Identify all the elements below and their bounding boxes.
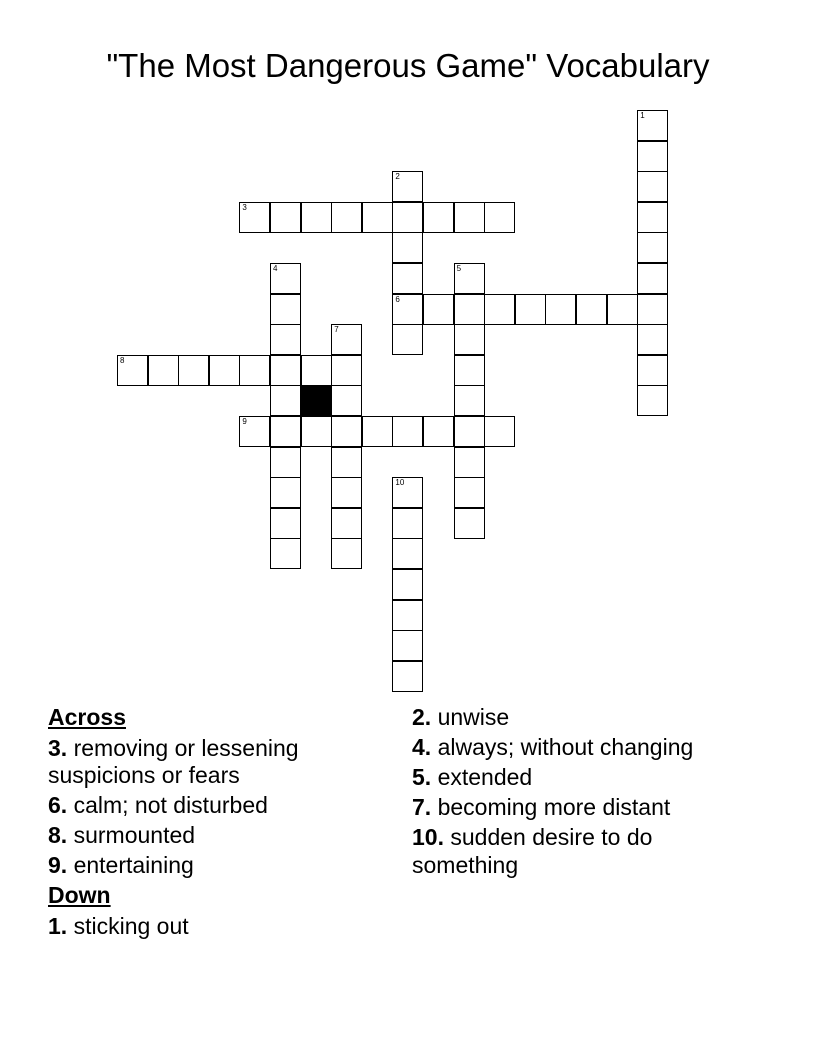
crossword-cell[interactable] <box>270 324 301 355</box>
clue-across-9 <box>48 852 368 880</box>
clue-number: 5. <box>412 764 432 790</box>
clue-number: 7. <box>412 794 432 820</box>
crossword-cell[interactable] <box>423 202 454 233</box>
clue-down-10 <box>412 824 752 879</box>
crossword-cell[interactable] <box>270 538 301 569</box>
crossword-cell[interactable] <box>454 324 485 355</box>
cell-number: 4 <box>273 264 278 273</box>
crossword-cell[interactable] <box>239 416 270 447</box>
crossword-cell[interactable] <box>392 232 423 263</box>
crossword-cell[interactable] <box>117 355 148 386</box>
crossword-cell[interactable] <box>392 538 423 569</box>
crossword-cell[interactable] <box>270 447 301 478</box>
crossword-cell[interactable] <box>392 630 423 661</box>
crossword-cell[interactable] <box>484 202 515 233</box>
crossword-cell[interactable] <box>301 202 332 233</box>
crossword-cell[interactable] <box>270 477 301 508</box>
clue-text: unwise <box>437 704 510 730</box>
clue-across-3 <box>48 735 368 790</box>
clue-number: 6. <box>48 792 68 818</box>
crossword-cell[interactable] <box>423 294 454 325</box>
cell-number: 5 <box>456 264 462 273</box>
clue-number: 10. <box>412 824 444 850</box>
crossword-cell[interactable] <box>637 355 668 386</box>
crossword-cell[interactable] <box>392 477 423 508</box>
cell-number: 8 <box>120 355 125 365</box>
clue-down-1 <box>48 913 368 941</box>
crossword-cell[interactable] <box>331 416 362 447</box>
crossword-cell[interactable] <box>331 202 362 233</box>
crossword-cell[interactable] <box>392 171 423 202</box>
cell-number: 6 <box>395 294 400 304</box>
clue-number: 3. <box>48 734 68 761</box>
crossword-cell[interactable] <box>392 294 423 325</box>
crossword-cell[interactable] <box>392 324 423 355</box>
crossword-cell[interactable] <box>454 447 485 478</box>
crossword-cell[interactable] <box>362 416 393 447</box>
crossword-cell[interactable] <box>239 202 270 233</box>
crossword-cell[interactable] <box>637 171 668 202</box>
cell-number: 9 <box>242 417 247 426</box>
crossword-cell[interactable] <box>484 416 515 447</box>
crossword-cell[interactable] <box>239 355 270 386</box>
crossword-cell[interactable] <box>392 600 423 631</box>
clue-number: 1. <box>48 912 68 939</box>
crossword-cell[interactable] <box>454 477 485 508</box>
cell-number: 10 <box>395 478 405 488</box>
crossword-cell[interactable] <box>392 263 423 294</box>
crossword-cell[interactable] <box>331 355 362 386</box>
cell-number: 7 <box>334 325 339 335</box>
clue-across-6 <box>48 792 368 820</box>
crossword-cell[interactable] <box>331 508 362 539</box>
crossword-cell[interactable] <box>454 355 485 386</box>
crossword-cell[interactable] <box>331 447 362 478</box>
across-heading: Across <box>48 704 126 730</box>
cell-number: 3 <box>242 202 247 212</box>
crossword-cell[interactable] <box>637 263 668 294</box>
crossword-cell[interactable] <box>392 416 423 447</box>
crossword-cell[interactable] <box>270 385 301 416</box>
crossword-cell[interactable] <box>607 294 638 325</box>
crossword-cell[interactable] <box>392 508 423 539</box>
crossword-cell[interactable] <box>576 294 607 325</box>
crossword-cell[interactable] <box>637 110 668 141</box>
crossword-cell[interactable] <box>301 355 332 386</box>
crossword-cell[interactable] <box>515 294 546 325</box>
crossword-cell[interactable] <box>270 416 301 447</box>
crossword-cell[interactable] <box>178 355 209 386</box>
crossword-block-cell <box>301 385 332 416</box>
crossword-cell[interactable] <box>454 416 485 447</box>
crossword-cell[interactable] <box>270 294 301 325</box>
crossword-cell[interactable] <box>392 569 423 600</box>
clue-down-5 <box>412 764 752 792</box>
clue-number: 2. <box>412 704 432 730</box>
down-heading: Down <box>48 882 111 908</box>
crossword-cell[interactable] <box>637 294 668 325</box>
crossword-cell[interactable] <box>454 294 485 325</box>
crossword-cell[interactable] <box>270 202 301 233</box>
crossword-cell[interactable] <box>331 385 362 416</box>
crossword-cell[interactable] <box>454 508 485 539</box>
crossword-cell[interactable] <box>392 661 423 692</box>
clue-text: becoming more distant <box>437 794 671 820</box>
crossword-cell[interactable] <box>301 416 332 447</box>
crossword-cell[interactable] <box>148 355 179 386</box>
crossword-cell[interactable] <box>270 508 301 539</box>
crossword-cell[interactable] <box>545 294 576 325</box>
crossword-cell[interactable] <box>454 202 485 233</box>
crossword-cell[interactable] <box>637 202 668 233</box>
crossword-cell[interactable] <box>637 385 668 416</box>
crossword-cell[interactable] <box>423 416 454 447</box>
cell-number: 1 <box>640 111 645 120</box>
clue-down-7 <box>412 794 752 822</box>
clue-text: entertaining <box>73 852 194 878</box>
clue-across-8 <box>48 822 368 850</box>
crossword-cell[interactable] <box>454 385 485 416</box>
crossword-cell[interactable] <box>454 263 485 294</box>
clue-column-right <box>412 704 752 882</box>
clue-text: always; without changing <box>437 734 694 760</box>
clue-down-2 <box>412 704 752 732</box>
cell-number: 2 <box>395 172 400 182</box>
clue-text: extended <box>437 764 533 790</box>
crossword-cell[interactable] <box>331 538 362 569</box>
clue-text: removing or lessening suspicions or fears <box>48 734 299 788</box>
clue-text: sudden desire to do something <box>412 824 653 878</box>
clue-number: 4. <box>412 734 432 760</box>
crossword-cell[interactable] <box>209 355 240 386</box>
clue-down-4 <box>412 734 752 762</box>
crossword-cell[interactable] <box>484 294 515 325</box>
crossword-cell[interactable] <box>392 202 423 233</box>
clue-number: 9. <box>48 852 68 878</box>
crossword-cell[interactable] <box>362 202 393 233</box>
crossword-cell[interactable] <box>637 232 668 263</box>
crossword-cell[interactable] <box>270 355 301 386</box>
clue-column-left <box>48 704 368 943</box>
crossword-cell[interactable] <box>637 141 668 172</box>
page-title: "The Most Dangerous Game" Vocabulary <box>106 47 710 84</box>
clue-number: 8. <box>48 822 68 848</box>
clue-text: calm; not disturbed <box>73 792 268 818</box>
clue-text: sticking out <box>73 912 189 939</box>
crossword-cell[interactable] <box>270 263 301 294</box>
crossword-cell[interactable] <box>331 324 362 355</box>
crossword-cell[interactable] <box>331 477 362 508</box>
crossword-cell[interactable] <box>637 324 668 355</box>
clue-text: surmounted <box>73 822 196 848</box>
